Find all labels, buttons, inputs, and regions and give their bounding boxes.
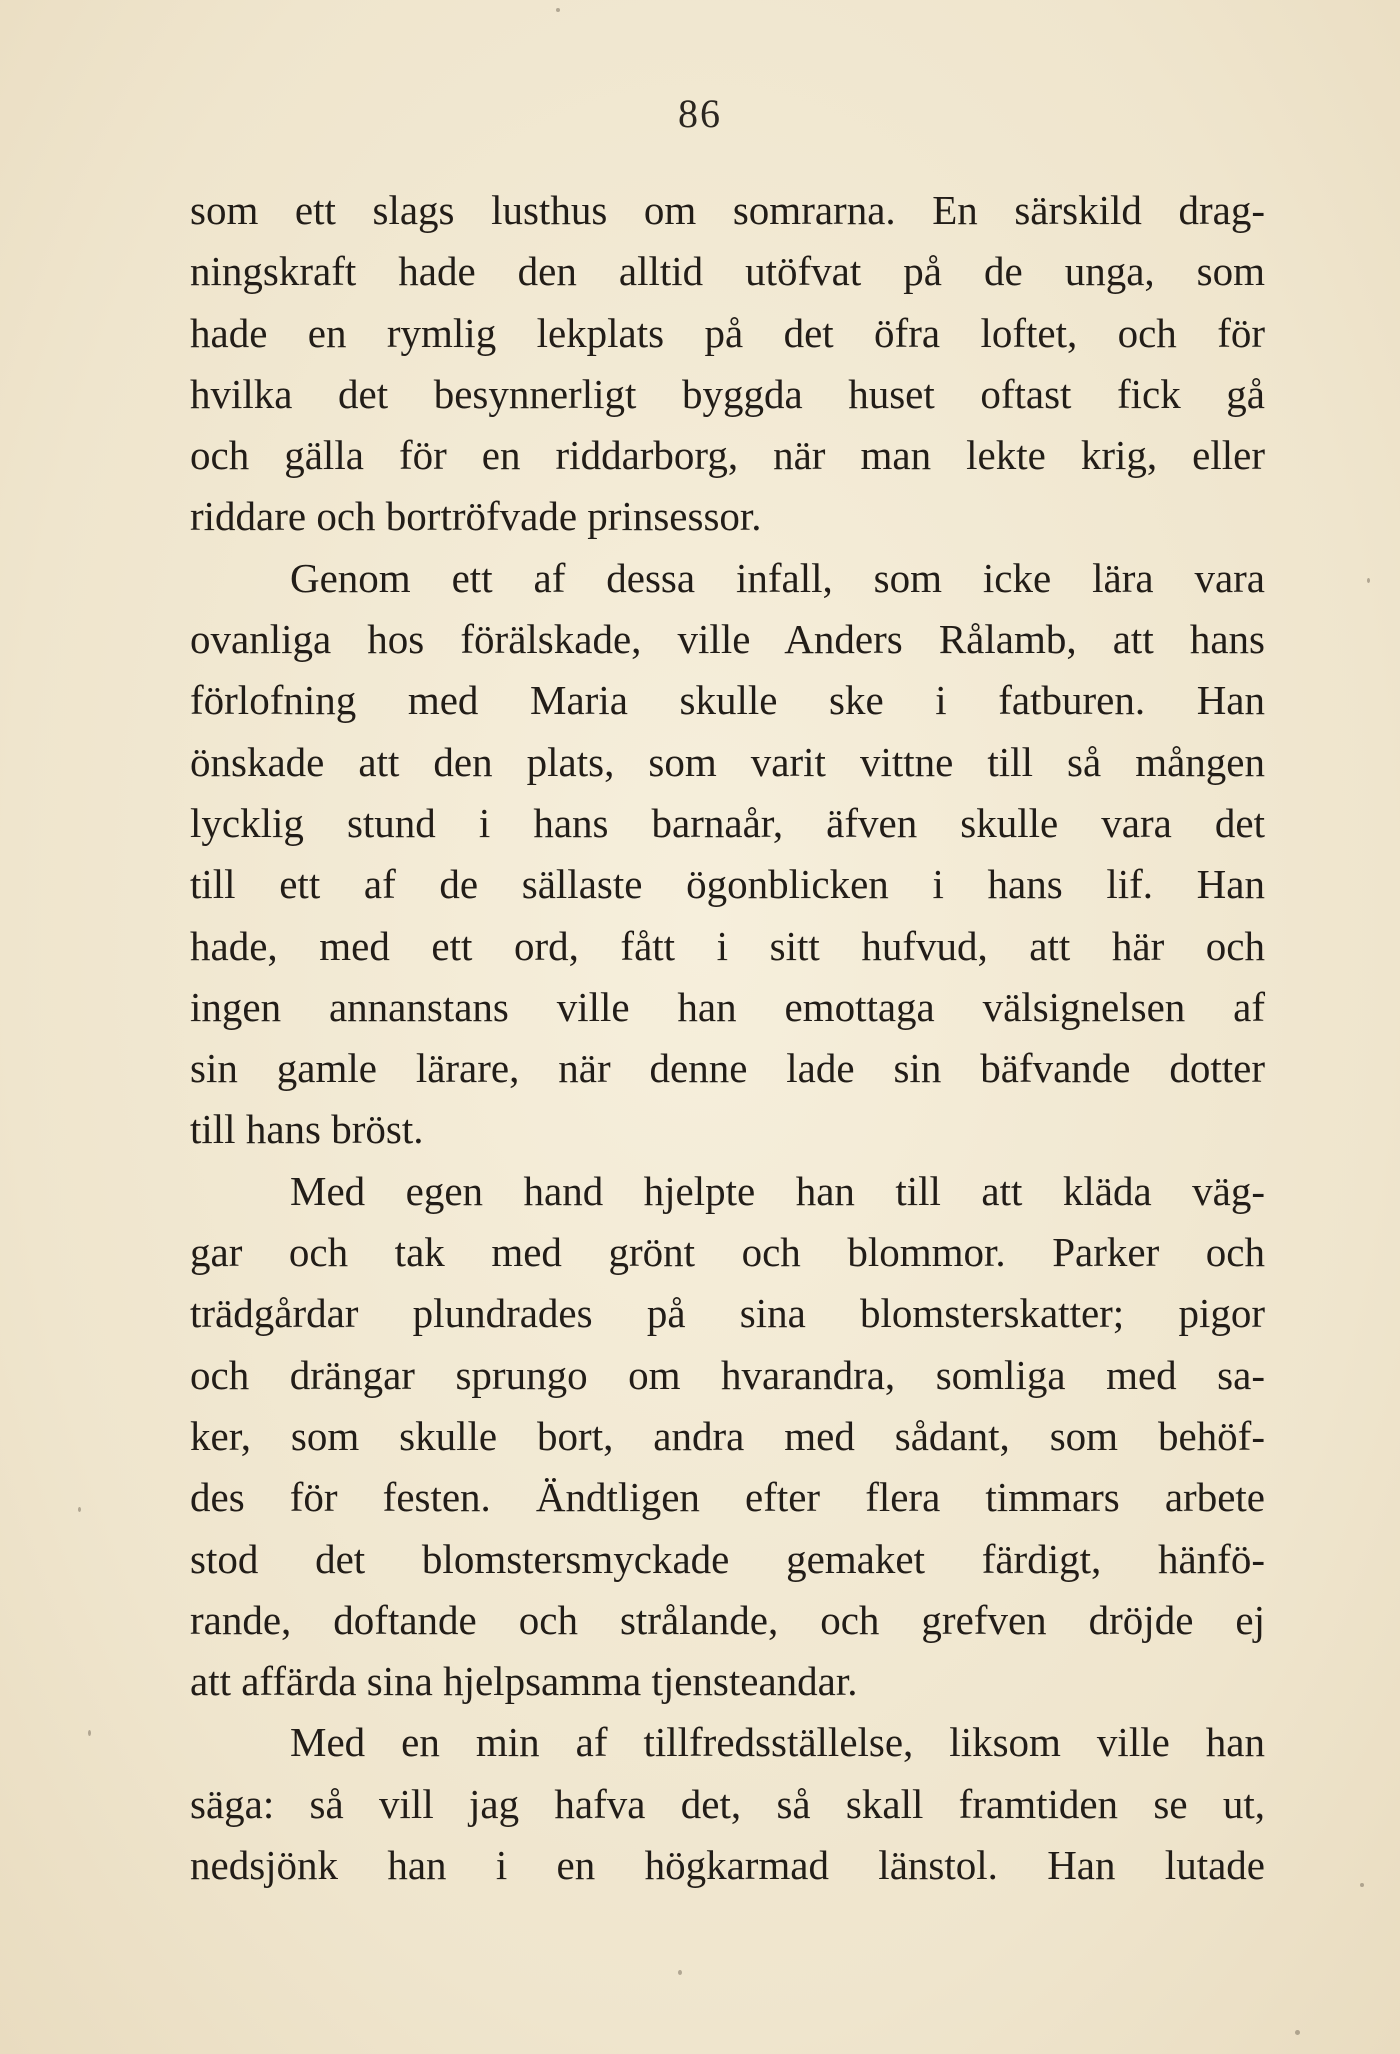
text-line: förlofning med Maria skulle ske i fatburen. Han [190, 677, 1265, 724]
text-line: som ett slags lusthus om somrarna. En särskild drag- [190, 187, 1265, 233]
text-line: gar och tak med grönt och blommor. Parker och [190, 1229, 1265, 1276]
text-line: Med egen hand hjelpte han till att kläda väg- [290, 1167, 1265, 1214]
paper-speck [88, 1730, 91, 1736]
body-text [190, 180, 1265, 1896]
paper-speck [78, 1507, 81, 1512]
text-line: nedsjönk han i en högkarmad länstol. Han lutade [190, 1842, 1265, 1889]
text-line: Genom ett af dessa infall, som icke lära vara [290, 554, 1265, 601]
text-line: till hans bröst. [190, 1106, 424, 1153]
paper-speck [1367, 578, 1370, 583]
text-line: stod det blomstersmyckade gemaket färdigt, hänfö- [190, 1535, 1265, 1582]
text-line: ingen annanstans ville han emottaga välsignelsen af [190, 983, 1265, 1030]
text-line: ningskraft hade den alltid utöfvat på de unga, som [190, 248, 1265, 295]
text-line: riddare och bortröfvade prinsessor. [190, 493, 762, 540]
text-line: ker, som skulle bort, andra med sådant, som behöf- [190, 1412, 1265, 1459]
paper-speck [678, 1970, 682, 1975]
text-line: rande, doftande och strålande, och grefven dröjde ej [190, 1596, 1265, 1643]
text-line: hvilka det besynnerligt byggda huset oftast fick gå [190, 370, 1265, 417]
text-line: att affärda sina hjelpsamma tjensteandar. [190, 1658, 858, 1705]
text-line: och drängar sprungo om hvarandra, somliga med sa- [190, 1351, 1265, 1398]
paper-speck [556, 8, 560, 12]
text-line: des för festen. Ändtligen efter flera timmars arbete [190, 1474, 1265, 1521]
text-line: ovanliga hos förälskade, ville Anders Rålamb, att hans [190, 616, 1265, 663]
text-line: hade en rymlig lekplats på det öfra loftet, och för [190, 309, 1265, 356]
paper-speck [1295, 2030, 1300, 2035]
page-number: 86 [678, 91, 722, 136]
text-line: Med en min af tillfredsställelse, liksom ville han [290, 1719, 1265, 1766]
text-line: sin gamle lärare, när denne lade sin bäfvande dotter [190, 1045, 1265, 1092]
text-line: och gälla för en riddarborg, när man lekte krig, eller [190, 432, 1265, 479]
text-line: önskade att den plats, som varit vittne till så mången [190, 738, 1265, 785]
text-line: säga: så vill jag hafva det, så skall framtiden se ut, [190, 1780, 1265, 1827]
text-line: trädgårdar plundrades på sina blomsterskatter; pigor [190, 1290, 1265, 1337]
text-line: hade, med ett ord, fått i sitt hufvud, att här och [190, 922, 1265, 969]
text-line: till ett af de sällaste ögonblicken i hans lif. Han [190, 861, 1265, 908]
paper-speck [1360, 1883, 1364, 1887]
text-line: lycklig stund i hans barnaår, äfven skulle vara det [190, 799, 1265, 846]
